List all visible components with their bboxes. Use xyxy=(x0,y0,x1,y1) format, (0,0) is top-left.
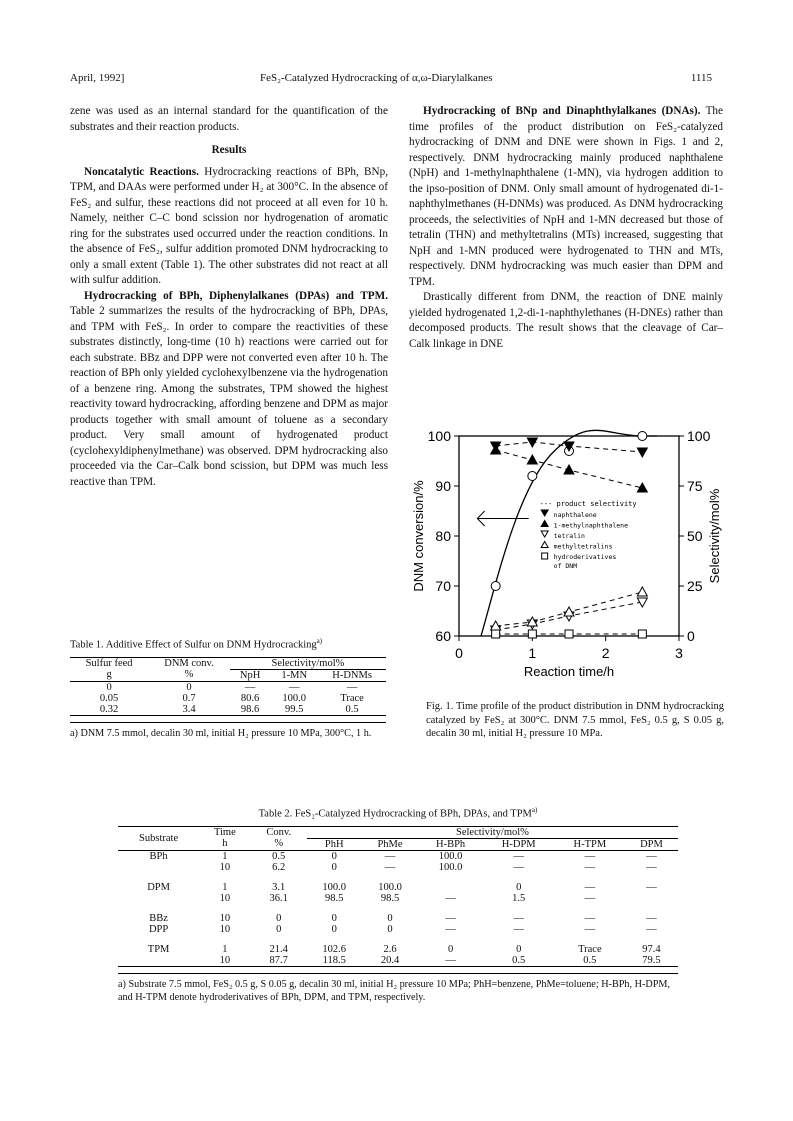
paragraph xyxy=(70,165,388,289)
table-cell: 98.6 xyxy=(240,703,260,715)
table-cell: — xyxy=(513,850,524,862)
table-cell: 1 xyxy=(222,850,228,862)
y-right-tick-label: 0 xyxy=(687,628,695,644)
table-cell: — xyxy=(513,861,524,873)
paragraph: Drastically different from DNM, the reaction of DNE mainly yielded hydrogenated 1,2-di-1-naphthylethanes (H-DNEs) rather than decomposed products. The result shows that the cleavage of Car–Calk linkage in DNE xyxy=(409,291,723,350)
table-cell: Trace xyxy=(578,943,602,955)
table-cell: 0.7 xyxy=(182,692,196,704)
table-row xyxy=(70,693,386,704)
run-in-heading: Hydrocracking of BPh, Diphenylalkanes (DPAs) and TPM. xyxy=(84,289,388,302)
y-left-tick-label: 70 xyxy=(435,578,451,594)
caption-text: Table 1. Additive Effect of Sulfur on DNM Hydrocracking xyxy=(70,639,317,651)
run-in-heading: Hydrocracking of BNp and Dinaphthylalkanes (DNAs). xyxy=(423,105,701,117)
table-cell: 10 xyxy=(219,912,231,924)
table-cell: 0 xyxy=(516,881,522,893)
unit-cell: % xyxy=(184,669,194,681)
unit-cell: DPM xyxy=(640,838,663,850)
paragraph xyxy=(409,104,723,290)
table-cell: 97.4 xyxy=(642,943,661,955)
unit-cell: % xyxy=(274,838,284,850)
caption-sup: a) xyxy=(316,637,323,645)
table-cell: — xyxy=(445,923,456,935)
data-point xyxy=(638,630,646,638)
data-point xyxy=(491,445,501,454)
table-cell: — xyxy=(646,912,657,924)
table-cell: 0 xyxy=(387,912,393,924)
legend-label: hydroderivatives xyxy=(553,553,617,561)
table-cell: 99.5 xyxy=(285,703,304,715)
y-left-tick-label: 60 xyxy=(435,628,451,644)
unit-cell: H-DNMs xyxy=(332,669,372,681)
table-cell: 10 xyxy=(219,892,231,904)
table-cell: 36.1 xyxy=(269,892,288,904)
table-cell: — xyxy=(445,892,456,904)
y-right-tick-label: 50 xyxy=(687,528,703,544)
table-cell: 0 xyxy=(331,850,337,862)
table-cell: 98.5 xyxy=(380,892,400,904)
paragraph-text: The time profiles of the product distribution on FeS₂-catalyzed hydrocracking of DNM and DNE were shown in Figs. 1 and 2, respectively. DNM hydrocracking mainly produced naphthalene (NpH) and 1-methylnaphthalene (1-MN), via hydrogen addition to the ipso-position of DNM. Only small amount of hydrogenated di-1-naphthylmethanes (H-DNMs) was produced. As DNM hydrocracking proceeds, the selectivities of NpH and 1-MN decreased but those of tetralin (THN) and methyltetralins (MTs) increased, suggesting that NpH and 1-MN produced were hydrogenated to THN and MTs, respectively. DNM hydrocracking was much easier than DPM and TPM. xyxy=(409,105,723,288)
header-cell: Sulfur feed xyxy=(85,657,133,669)
table-cell: 79.5 xyxy=(642,954,661,966)
table-caption xyxy=(118,806,678,820)
table-cell: 0.5 xyxy=(512,954,526,966)
legend-label: methyltetralins xyxy=(553,542,613,551)
paragraph-text: Hydrocracking reactions of BPh, BNp, TPM, and DAAs were performed under H₂ at 300°C. In the absence of FeS₂ and sulfur, these reactions did not proceed at all even for 10 h. Namely, neither C–C bond scission nor hydrogenation of aromatic ring for the substrates used occurred under the reaction conditions. In the absence of FeS₂, sulfur addition promoted DNM hydrocracking to only a small extent (Table 1). The other substrates did not react at all with sulfur addition. xyxy=(70,165,388,286)
table-cell: Trace xyxy=(340,692,364,704)
unit-cell: H-TPM xyxy=(573,838,607,850)
table-note: a) DNM 7.5 mmol, decalin 30 ml, initial H₂ pressure 10 MPa, 300°C, 1 h. xyxy=(70,722,386,740)
table-1 xyxy=(70,637,386,740)
data-point xyxy=(492,630,500,638)
table xyxy=(70,657,386,716)
y-left-tick-label: 90 xyxy=(435,478,451,494)
data-point xyxy=(565,630,573,638)
table-cell: — xyxy=(384,850,396,862)
chart xyxy=(409,420,729,690)
table-cell: 0 xyxy=(447,943,454,955)
table-cell: 0 xyxy=(186,681,192,693)
table-cell: — xyxy=(346,681,358,693)
table-cell: 118.5 xyxy=(322,954,346,966)
figure-1 xyxy=(409,420,729,690)
table-cell xyxy=(118,862,199,873)
table-2 xyxy=(118,806,678,1004)
table-cell: 10 xyxy=(219,861,231,873)
paragraph xyxy=(70,289,388,491)
table-cell: 0 xyxy=(331,923,337,935)
legend-marker xyxy=(541,531,548,537)
unit-cell: PhMe xyxy=(377,838,403,850)
table-cell: — xyxy=(513,912,524,924)
table-row xyxy=(118,904,678,924)
header-cell: Substrate xyxy=(139,832,179,844)
unit-cell: h xyxy=(222,838,228,850)
table xyxy=(118,826,678,967)
table-cell: — xyxy=(646,850,657,862)
data-point xyxy=(527,455,537,464)
data-point xyxy=(638,432,647,441)
table-cell: — xyxy=(584,850,596,862)
data-point xyxy=(637,587,647,596)
unit-cell: g xyxy=(106,669,112,681)
paragraph: zene was used as an internal standard for the quantification of the substrates and their reaction products. xyxy=(70,105,388,133)
header-date: April, 1992] xyxy=(70,72,125,84)
table-row xyxy=(118,955,678,967)
table-cell: — xyxy=(584,912,596,924)
table-cell: — xyxy=(584,923,596,935)
table-caption xyxy=(70,637,386,651)
data-point xyxy=(528,630,536,638)
table-cell: BBz xyxy=(149,912,168,924)
table-cell: 102.6 xyxy=(322,943,347,955)
header-cell: Selectivity/mol% xyxy=(230,657,386,669)
legend-label: of DNM xyxy=(553,562,578,570)
table-cell: 87.7 xyxy=(269,954,288,966)
table-row xyxy=(118,873,678,893)
table-cell: — xyxy=(646,861,657,873)
table-cell xyxy=(118,955,199,967)
table-cell: 100.0 xyxy=(282,692,307,704)
section-heading: Results xyxy=(211,144,247,156)
left-column xyxy=(70,104,388,490)
table-cell: — xyxy=(384,861,396,873)
table-row xyxy=(118,862,678,873)
table-cell: 0 xyxy=(331,861,337,873)
table-cell: — xyxy=(646,881,657,893)
y-right-tick-label: 100 xyxy=(687,428,711,444)
table-cell xyxy=(625,893,678,904)
table-cell: 100.0 xyxy=(438,850,463,862)
table-cell xyxy=(419,873,483,893)
y-left-tick-label: 100 xyxy=(427,428,451,444)
unit-cell: PhH xyxy=(324,838,344,850)
table-cell: 0 xyxy=(331,912,337,924)
caption-text: Table 2. FeS₂-Catalyzed Hydrocracking of BPh, DPAs, and TPM xyxy=(258,808,532,820)
legend-marker xyxy=(541,542,548,548)
table-cell: 1 xyxy=(222,881,228,893)
data-point xyxy=(528,472,537,481)
x-tick-label: 3 xyxy=(675,645,683,661)
table-cell: 100.0 xyxy=(438,861,463,873)
caption-sup: a) xyxy=(531,806,538,814)
table-cell: 98.5 xyxy=(325,892,344,904)
table-cell: — xyxy=(445,912,456,924)
x-tick-label: 2 xyxy=(601,645,610,661)
y-left-axis-label: DNM conversion/% xyxy=(411,480,426,592)
table-row xyxy=(70,704,386,716)
table-cell xyxy=(118,893,199,904)
legend-marker xyxy=(541,510,548,516)
table-cell: 20.4 xyxy=(380,954,400,966)
table-cell: 1 xyxy=(222,943,228,955)
header-cell: Conv. xyxy=(266,826,292,838)
table-cell: 3.4 xyxy=(182,703,196,715)
right-column xyxy=(409,104,723,352)
unit-cell: H-BPh xyxy=(435,838,466,850)
table-cell: — xyxy=(288,681,300,693)
table-cell: 1.5 xyxy=(512,892,526,904)
table-cell: 0 xyxy=(276,912,282,924)
figure-caption: Fig. 1. Time profile of the product distribution in DNM hydrocracking catalyzed by FeS₂ at 300°C. DNM 7.5 mmol, FeS₂ 0.5 g, S 0.05 g, decalin 30 ml, initial H₂ pressure 10 MPa. xyxy=(426,701,724,739)
legend-marker xyxy=(542,553,548,559)
table-cell: — xyxy=(513,923,524,935)
unit-cell: H-DPM xyxy=(501,838,536,850)
data-point xyxy=(491,582,500,591)
x-tick-label: 0 xyxy=(455,645,463,661)
table-cell: 0 xyxy=(387,923,393,935)
table-cell: 6.2 xyxy=(272,861,286,873)
y-right-axis-label: Selectivity/mol% xyxy=(707,488,722,584)
y-right-tick-label: 25 xyxy=(687,578,703,594)
legend-label: tetralin xyxy=(553,532,585,540)
y-right-tick-label: 75 xyxy=(687,478,703,494)
table-cell: DPP xyxy=(148,923,169,935)
table-cell: 0.05 xyxy=(99,692,119,704)
table-cell: 21.4 xyxy=(269,943,288,955)
table-cell: DPM xyxy=(147,881,170,893)
legend-label: naphthalene xyxy=(553,511,597,519)
table-cell: 80.6 xyxy=(240,692,260,704)
table-cell: 100.0 xyxy=(378,881,402,893)
table-cell: — xyxy=(244,681,256,693)
table-cell: 0 xyxy=(106,681,112,693)
legend-title: --- product selectivity xyxy=(539,500,637,508)
table-cell: 0.5 xyxy=(583,954,597,966)
y-left-tick-label: 80 xyxy=(435,528,451,544)
table-cell: 0.5 xyxy=(272,850,286,862)
table-cell: 2.6 xyxy=(383,943,397,955)
table-cell: 0.5 xyxy=(345,703,359,715)
table-cell: — xyxy=(646,923,657,935)
legend-marker xyxy=(541,521,548,527)
table-cell: 0 xyxy=(516,943,522,955)
table-cell: 3.1 xyxy=(272,881,286,893)
table-cell: 100.0 xyxy=(322,881,347,893)
run-in-heading: Noncatalytic Reactions. xyxy=(84,165,199,178)
table-cell: — xyxy=(584,861,596,873)
table-row xyxy=(118,924,678,935)
table-row xyxy=(118,850,678,862)
table-note: a) Substrate 7.5 mmol, FeS₂ 0.5 g, S 0.05 g, decalin 30 ml, initial H₂ pressure 10 MPa; PhH=benzene, PhMe=toluene; H-BPh, H-DPM, and H-TPM denote hydroderivatives of BPh, DPM, and TPM, respectively. xyxy=(118,973,678,1004)
table-cell: 10 xyxy=(219,923,231,935)
table-cell: 0.32 xyxy=(99,703,119,715)
table-cell: — xyxy=(584,881,596,893)
x-tick-label: 1 xyxy=(528,645,537,661)
table-row xyxy=(118,935,678,955)
table-cell: BPh xyxy=(149,850,168,862)
table-cell: — xyxy=(445,954,456,966)
header-page-number: 1115 xyxy=(690,72,712,84)
unit-cell: 1-MN xyxy=(281,669,308,681)
x-axis-label: Reaction time/h xyxy=(523,664,615,679)
legend-label: 1-methylnaphthalene xyxy=(553,521,629,530)
paragraph-text: Table 2 summarizes the results of the hydrocracking of BPh, DPAs, and TPM with FeS₂. In order to compare the reactivities of these substrates distinctly, long-time (10 h) reactions were carried out for each substrate. BBz and DPP were not converted even after 10 h. The reaction of BPh only yielded cyclohexylbenzene via the hydrogenation of a benzene ring. Among the substrates, TPM showed the highest reactivity toward hydrocracking, affording benzene and DPM as major products together with small amount of toluene as a secondary product. Very small amount of hydrogenated product (cyclohexyldiphenylmethane) was observed. DPM hydrocracking also proceeded via the Car–Calk bond scission, but DPM was much less reactive than TPM. xyxy=(70,305,388,488)
data-point xyxy=(637,448,647,457)
unit-cell: NpH xyxy=(239,669,261,681)
table-cell: 10 xyxy=(219,954,231,966)
table-row xyxy=(118,893,678,904)
header-title: FeS₂-Catalyzed Hydrocracking of α,ω-Diarylalkanes xyxy=(260,72,493,84)
table-cell: 0 xyxy=(276,923,282,935)
table-row xyxy=(70,681,386,693)
table-cell: TPM xyxy=(147,943,170,955)
table-cell: — xyxy=(584,892,596,904)
header-cell: Selectivity/mol% xyxy=(307,826,678,838)
header-cell: DNM conv. xyxy=(164,657,214,669)
header-cell: Time xyxy=(213,826,236,838)
